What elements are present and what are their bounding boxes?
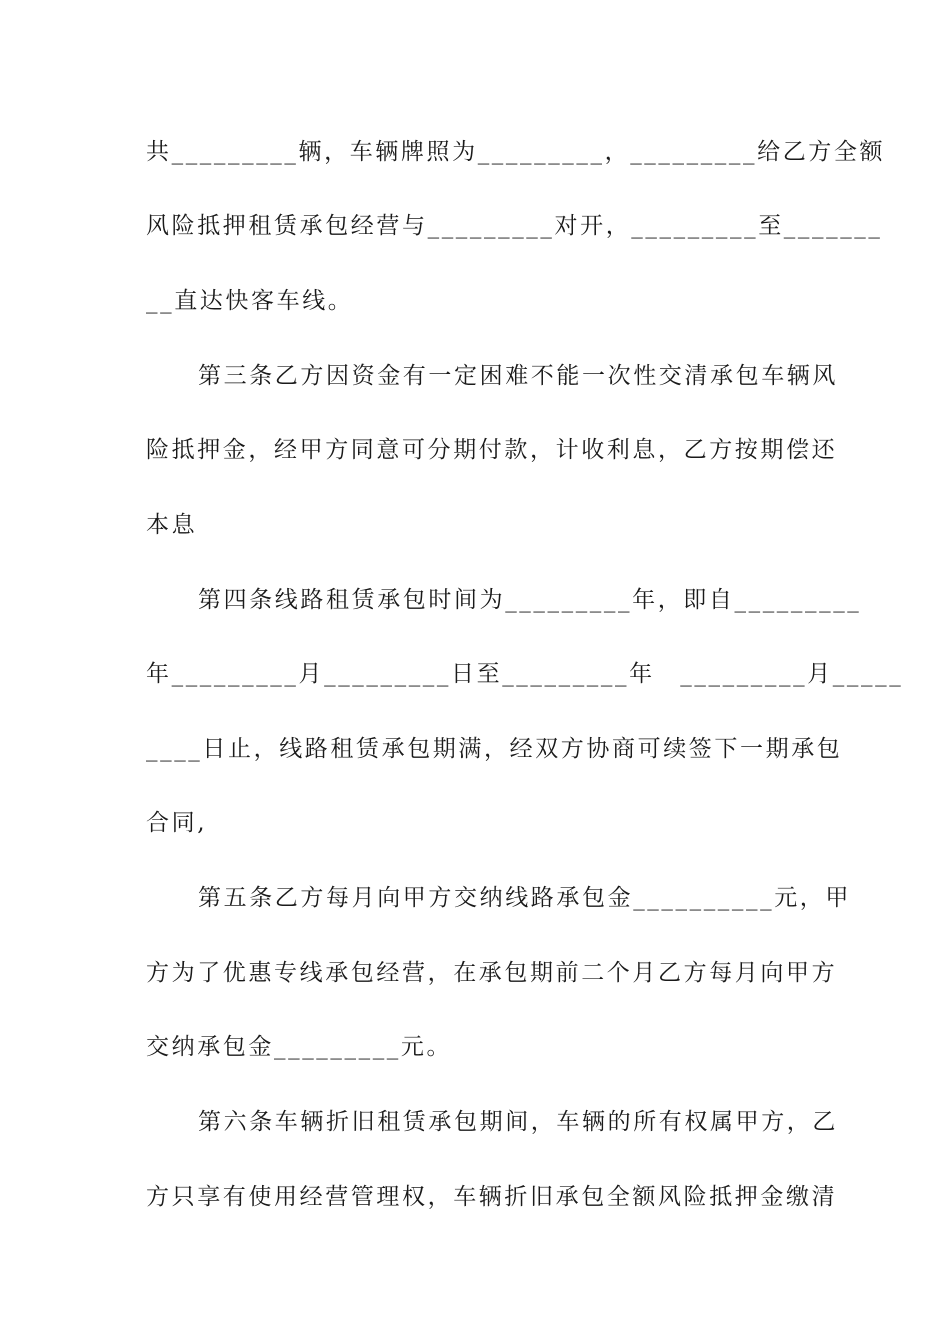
text-line: 风险抵押租赁承包经营与_________对开，_________至_______ <box>146 213 883 239</box>
paragraph-start-line: 第四条线路租赁承包时间为_________年，即自_________ <box>198 587 862 613</box>
paragraph-start-line: 第六条车辆折旧租赁承包期间，车辆的所有权属甲方，乙 <box>198 1109 838 1135</box>
text-line: 共_________辆，车辆牌照为_________，_________给乙方全额 <box>146 139 886 165</box>
text-line: 方只享有使用经营管理权，车辆折旧承包全额风险抵押金缴清 <box>146 1184 838 1210</box>
paragraph-start-line: 第五条乙方每月向甲方交纳线路承包金__________元，甲 <box>198 885 851 911</box>
text-line: __直达快客车线。 <box>146 288 354 314</box>
text-line: 合同, <box>146 810 208 836</box>
text-line: 险抵押金，经甲方同意可分期付款，计收利息，乙方按期偿还 <box>146 437 838 463</box>
text-line: 年_________月_________日至_________年 _________月_____ <box>146 661 904 687</box>
text-line: 交纳承包金_________元。 <box>146 1034 453 1060</box>
text-line: ____日止，线路租赁承包期满，经双方协商可续签下一期承包 <box>146 736 843 762</box>
text-line: 方为了优惠专线承包经营，在承包期前二个月乙方每月向甲方 <box>146 960 838 986</box>
text-line: 本息 <box>146 512 198 538</box>
paragraph-start-line: 第三条乙方因资金有一定困难不能一次性交清承包车辆风 <box>198 363 838 389</box>
